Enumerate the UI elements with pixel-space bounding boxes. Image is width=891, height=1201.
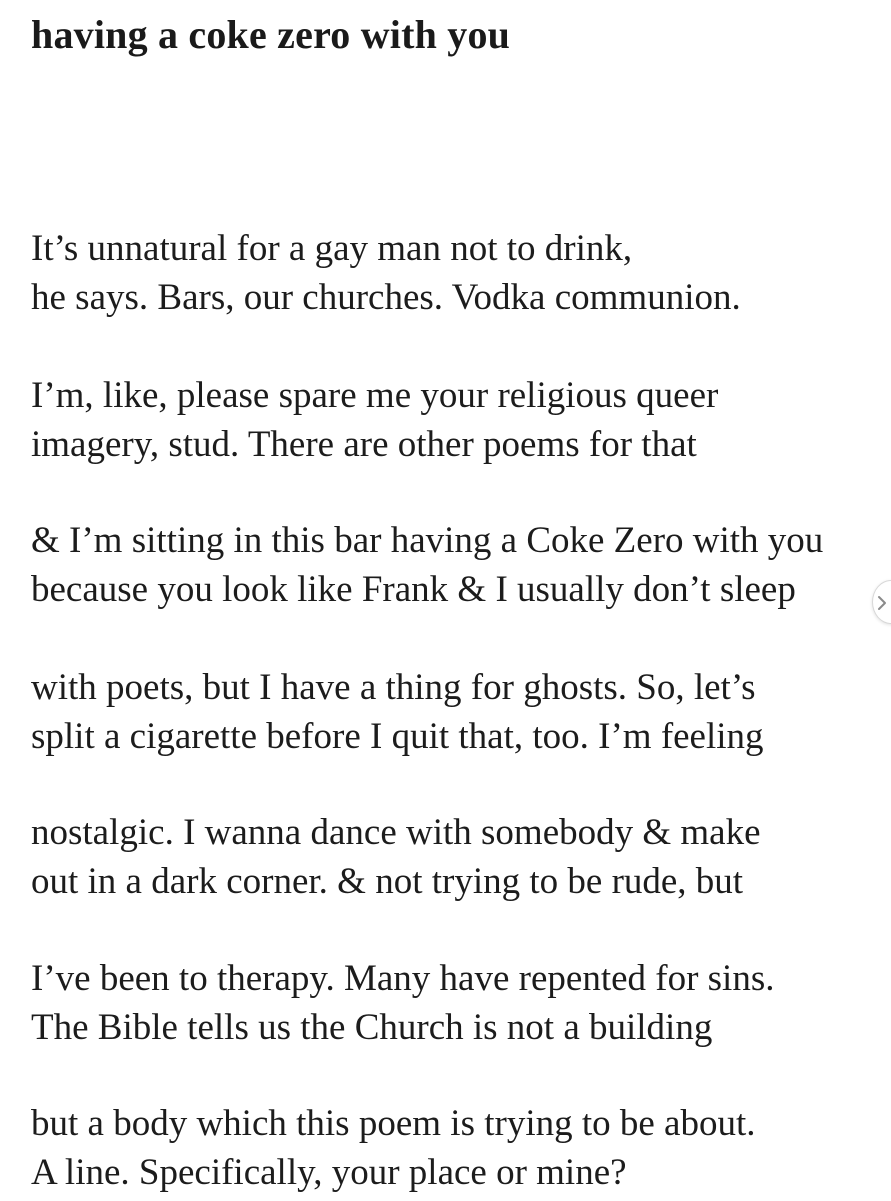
chevron-right-icon xyxy=(877,595,887,611)
poem-line: nostalgic. I wanna dance with somebody & make xyxy=(31,812,761,853)
poem-line: I’ve been to therapy. Many have repented for sins. xyxy=(31,958,775,999)
poem-line: & I’m sitting in this bar having a Coke Zero with you xyxy=(31,520,824,561)
next-slide-button[interactable] xyxy=(872,580,891,624)
poem-line: The Bible tells us the Church is not a building xyxy=(31,1007,713,1048)
stanza-6 xyxy=(31,954,775,1052)
poem-line: I’m, like, please spare me your religious queer xyxy=(31,375,719,416)
poem-line: split a cigarette before I quit that, too. I’m feeling xyxy=(31,716,764,757)
stanza-2 xyxy=(31,371,718,469)
poem-line: imagery, stud. There are other poems for that xyxy=(31,424,697,465)
stanza-7 xyxy=(31,1099,756,1197)
poem-line: but a body which this poem is trying to be about. xyxy=(31,1103,756,1144)
stanza-5 xyxy=(31,808,761,906)
poem-line: A line. Specifically, your place or mine? xyxy=(31,1152,627,1193)
poem-line: he says. Bars, our churches. Vodka communion. xyxy=(31,277,741,318)
stanza-4 xyxy=(31,663,764,761)
poem-line: with poets, but I have a thing for ghosts. So, let’s xyxy=(31,667,756,708)
poem-line: It’s unnatural for a gay man not to drink, xyxy=(31,228,633,269)
poem-line: because you look like Frank & I usually don’t sleep xyxy=(31,569,796,610)
poem-line: out in a dark corner. & not trying to be rude, but xyxy=(31,861,744,902)
stanza-1 xyxy=(31,224,741,322)
poem-title: having a coke zero with you xyxy=(31,12,511,57)
stanza-3 xyxy=(31,516,823,614)
